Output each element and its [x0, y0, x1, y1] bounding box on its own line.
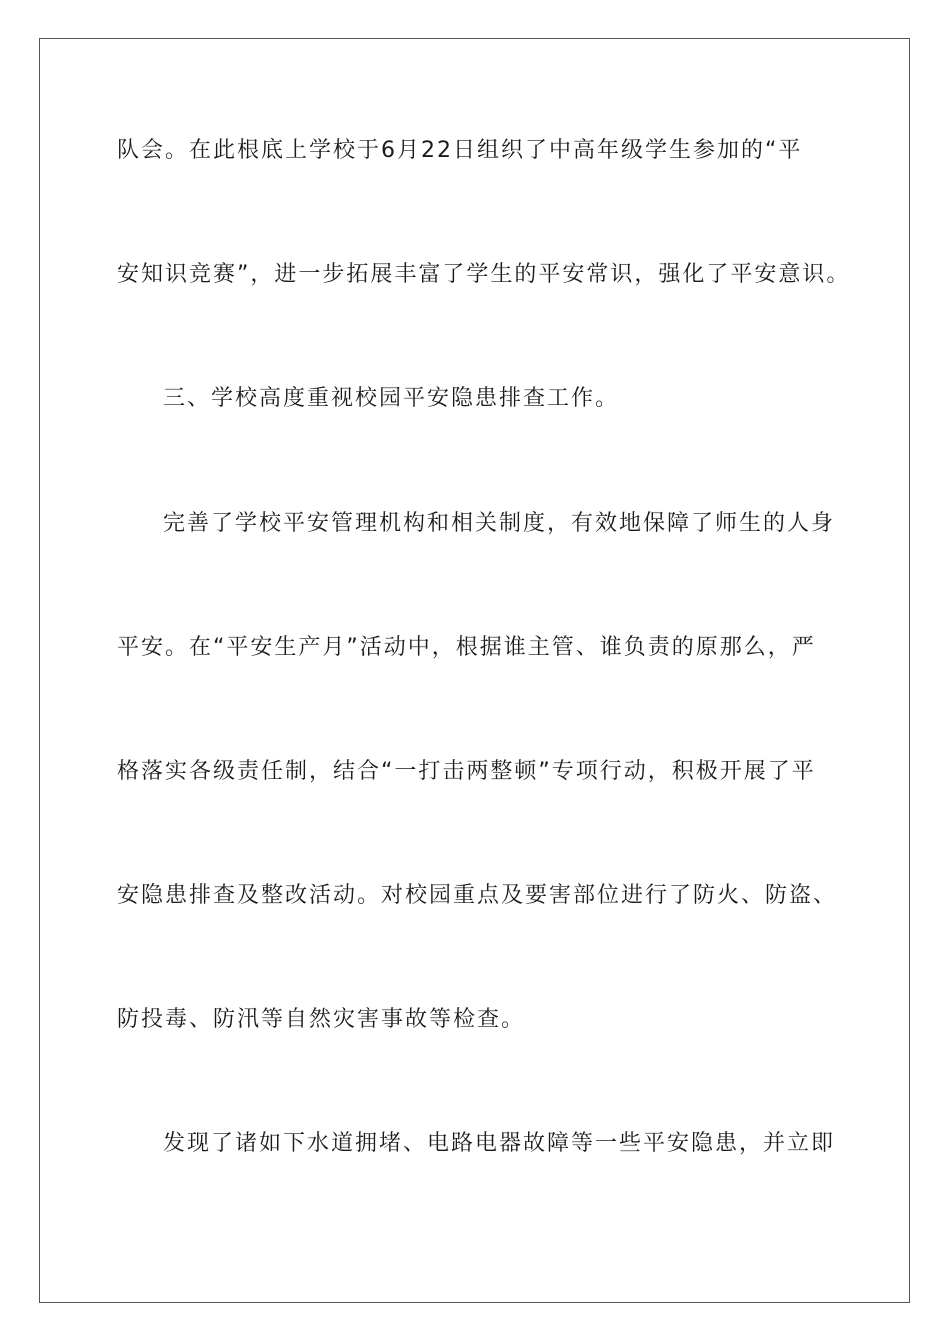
paragraph-line-8: 防投毒、防汛等自然灾害事故等检查。 — [117, 1007, 526, 1032]
paragraph-line-2: 安知识竞赛”，进一步拓展丰富了学生的平安常识，强化了平安意识。 — [117, 262, 851, 287]
paragraph-line-1: 队会。在此根底上学校于6月22日组织了中高年级学生参加的“平 — [117, 138, 803, 163]
paragraph-line-6: 格落实各级责任制，结合“一打击两整顿”专项行动，积极开展了平 — [117, 759, 816, 784]
paragraph-line-4: 完善了学校平安管理机构和相关制度，有效地保障了师生的人身 — [163, 511, 836, 536]
section-heading-3: 三、学校高度重视校园平安隐患排查工作。 — [163, 386, 620, 411]
page-border — [39, 38, 910, 1303]
paragraph-line-5: 平安。在“平安生产月”活动中，根据谁主管、谁负责的原那么，严 — [117, 635, 816, 660]
paragraph-line-9: 发现了诸如下水道拥堵、电路电器故障等一些平安隐患，并立即 — [163, 1131, 836, 1156]
paragraph-line-7: 安隐患排查及整改活动。对校园重点及要害部位进行了防火、防盗、 — [117, 883, 838, 908]
